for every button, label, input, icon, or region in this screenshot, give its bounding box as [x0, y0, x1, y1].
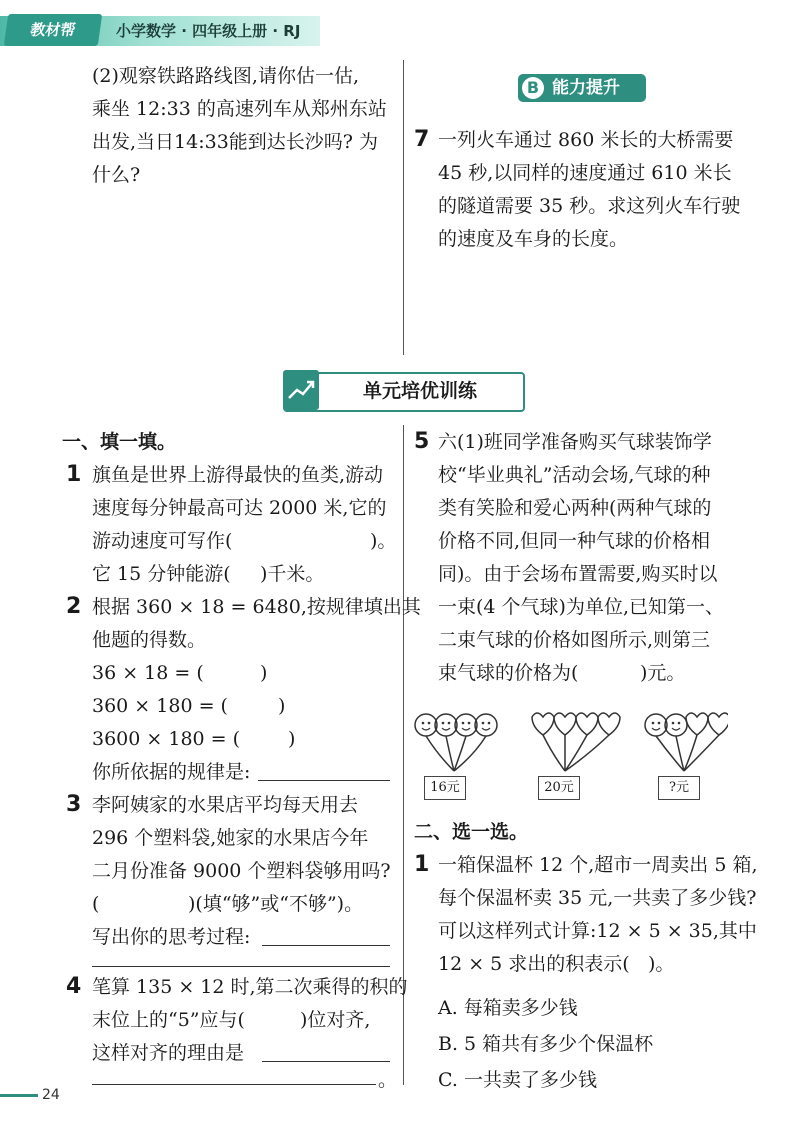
text-line: ( — [92, 893, 100, 915]
text-line: 旗鱼是世界上游得最快的鱼类,游动 — [92, 464, 384, 486]
question-number: 5 — [414, 429, 430, 454]
question-number: 4 — [66, 974, 82, 999]
text-line: 同)。由于会场布置需要,购买时以 — [438, 563, 718, 585]
text-line: 笔算 135 × 12 时,第二次乘得的积的 — [92, 976, 408, 998]
trend-icon — [283, 370, 319, 410]
answer-line[interactable] — [92, 966, 390, 967]
question-number: 1 — [414, 852, 430, 877]
rule-label: 你所依据的规律是: — [92, 761, 251, 783]
text-line: 李阿姨家的水果店平均每天用去 — [92, 794, 359, 816]
text-line: 二束气球的价格如图所示,则第三 — [438, 629, 711, 651]
answer-line[interactable] — [262, 1061, 390, 1062]
header-title: 小学数学 · 四年级上册 · RJ — [116, 22, 301, 40]
equation: 360 × 180 = ( — [92, 695, 228, 717]
equation: 36 × 18 = ( — [92, 662, 204, 684]
text-line: 类有笑脸和爱心两种(两种气球的 — [438, 497, 712, 519]
period: 。 — [378, 1069, 398, 1091]
text-line: 一箱保温杯 12 个,超市一周卖出 5 箱, — [438, 854, 758, 876]
text-line: 的隧道需要 35 秒。求这列火车行驶 — [438, 195, 741, 217]
equation: 3600 × 180 = ( — [92, 728, 241, 750]
question-number: 1 — [66, 462, 82, 487]
text-line: 一束(4 个气球)为单位,已知第一、 — [438, 596, 724, 618]
text-line: (2)观察铁路路线图,请你估一估, — [92, 65, 359, 87]
text-line: 什么? — [92, 164, 141, 186]
section-b-title: 能力提升 — [552, 78, 620, 98]
text-line: 六(1)班同学准备购买气球装饰学 — [438, 431, 712, 453]
text-line: 一列火车通过 860 米长的大桥需要 — [438, 129, 734, 151]
answer-line[interactable] — [92, 1084, 376, 1085]
option-b[interactable]: B. 5 箱共有多少个保温杯 — [438, 1033, 654, 1055]
question-number: 7 — [414, 127, 430, 152]
question-number: 3 — [66, 792, 82, 817]
text-line: 每个保温杯卖 35 元,一共卖了多少钱? — [438, 887, 757, 909]
price-tag: 16元 — [424, 776, 466, 800]
answer-line[interactable] — [258, 780, 390, 781]
text-line: 的速度及车身的长度。 — [438, 228, 629, 250]
text-line: 价格不同,但同一种气球的价格相 — [438, 530, 711, 552]
text-line: 二月份准备 9000 个塑料袋够用吗? — [92, 860, 391, 882]
text-line: 校“毕业典礼”活动会场,气球的种 — [438, 464, 711, 486]
text-line: 末位上的“5”应与( — [92, 1009, 245, 1031]
text-line: 这样对齐的理由是 — [92, 1042, 245, 1064]
text-line: )元。 — [640, 662, 686, 684]
question-number: 2 — [66, 594, 82, 619]
text-line: )。 — [648, 953, 675, 975]
text-line: )(填“够”或“不够”)。 — [188, 893, 364, 915]
text-line: 乘坐 12:33 的高速列车从郑州东站 — [92, 98, 387, 120]
answer-line[interactable] — [262, 945, 390, 946]
text-line: 写出你的思考过程: — [92, 926, 251, 948]
price-tag: 20元 — [538, 776, 580, 800]
text-line: 他题的得数。 — [92, 629, 207, 651]
text-line: )千米。 — [260, 563, 325, 585]
text-line: 12 × 5 求出的积表示( — [438, 953, 630, 975]
text-line: )。 — [370, 530, 397, 552]
text-line: 束气球的价格为( — [438, 662, 579, 684]
text-line: 可以这样列式计算:12 × 5 × 35,其中 — [438, 920, 757, 942]
option-a[interactable]: A. 每箱卖多少钱 — [438, 997, 578, 1019]
text-line: 296 个塑料袋,她家的水果店今年 — [92, 827, 369, 849]
text-line: 出发,当日14:33能到达长沙吗? 为 — [92, 131, 379, 153]
column-divider-top — [403, 60, 404, 355]
paren-close: ) — [288, 728, 296, 750]
paren-close: ) — [278, 695, 286, 717]
text-line: 游动速度可写作( — [92, 530, 233, 552]
book-logo: 教材帮 — [4, 14, 102, 46]
text-line: 45 秒,以同样的速度通过 610 米长 — [438, 162, 732, 184]
page-number: 24 — [42, 1087, 60, 1103]
paren-close: ) — [260, 662, 268, 684]
text-line: 根据 360 × 18 = 6480,按规律填出其 — [92, 596, 421, 618]
unit-banner-title: 单元培优训练 — [362, 380, 477, 402]
text-line: 速度每分钟最高可达 2000 米,它的 — [92, 497, 387, 519]
section-b-letter: B — [522, 77, 544, 99]
page-number-bar — [0, 1094, 38, 1097]
part1-title: 一、填一填。 — [62, 431, 177, 453]
text-line: )位对齐, — [300, 1009, 371, 1031]
text-line: 它 15 分钟能游( — [92, 563, 231, 585]
price-tag: ?元 — [658, 776, 700, 800]
option-c[interactable]: C. 一共卖了多少钱 — [438, 1069, 597, 1091]
part2-title: 二、选一选。 — [414, 821, 529, 843]
